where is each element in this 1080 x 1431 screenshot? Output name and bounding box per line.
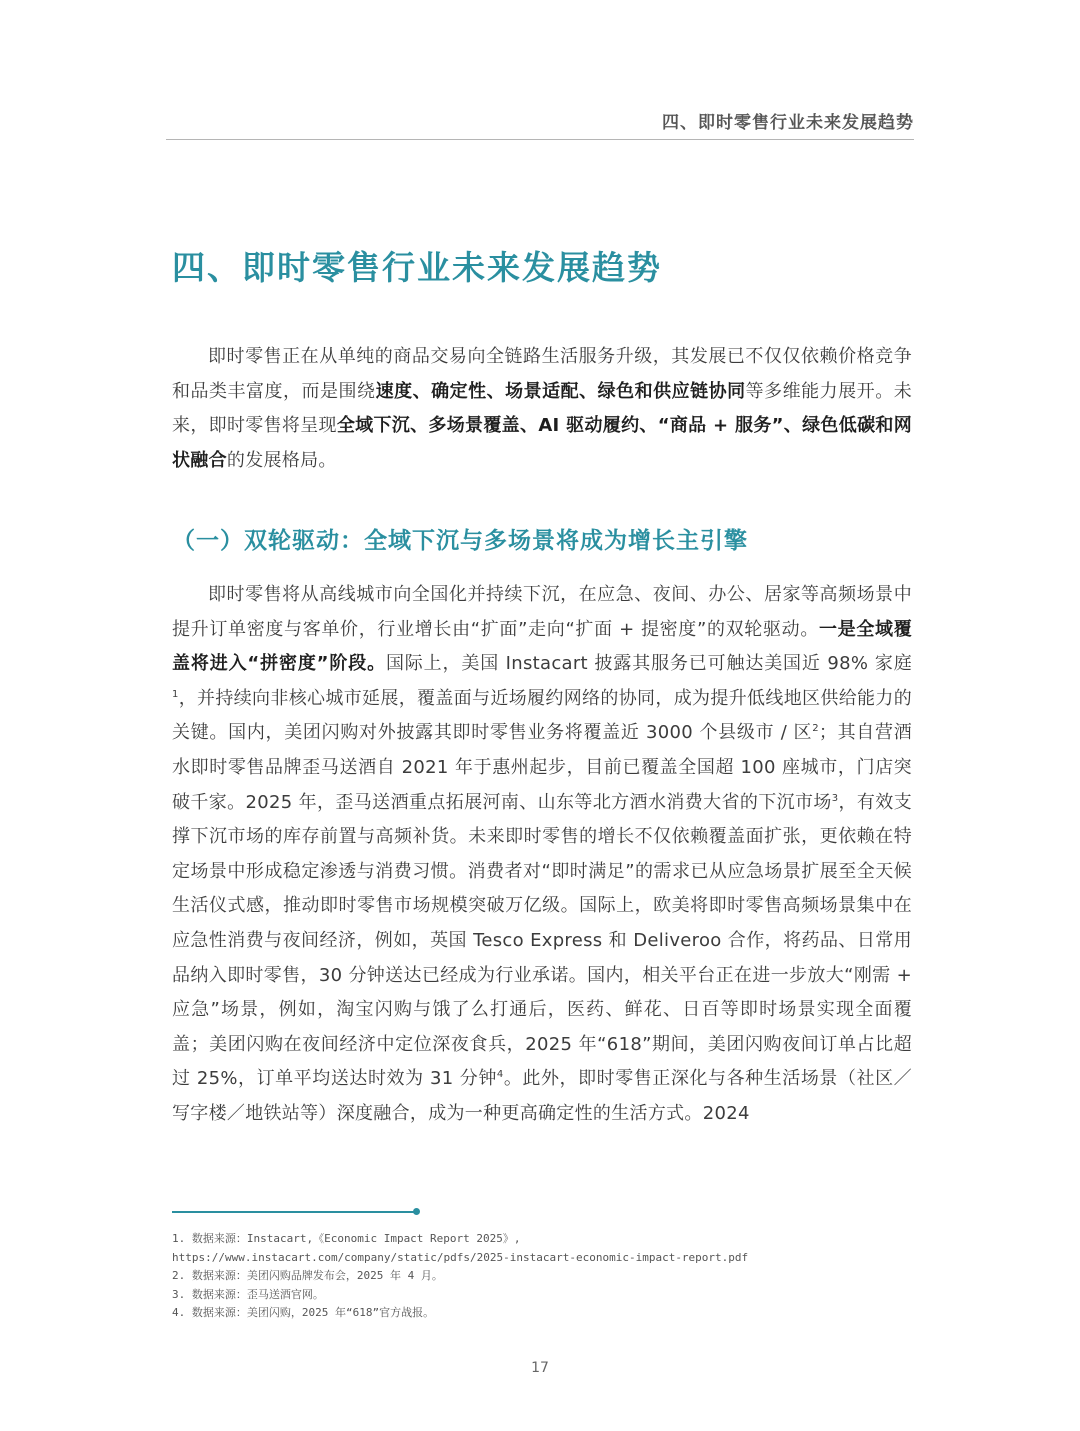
section-text-6: 。此外，即时零售正深化与各种生活场景（社区／写字楼／地铁站等）深度融合，成为一种更高确定性的生活方式。2024 xyxy=(172,1068,912,1124)
section-title: （一）双轮驱动：全域下沉与多场景将成为增长主引擎 xyxy=(172,528,748,554)
footnote-divider xyxy=(172,1211,416,1213)
header-rule xyxy=(166,139,914,140)
footnote-1: 1. 数据来源：Instacart,《Economic Impact Report 2025》, xyxy=(172,1232,521,1245)
footnote-ref-2[interactable]: 2 xyxy=(812,723,819,735)
running-header: 四、即时零售行业未来发展趋势 xyxy=(662,113,914,133)
footnote-ref-3[interactable]: 3 xyxy=(831,792,839,804)
section-text-1: 即时零售将从高线城市向全国化并持续下沉，在应急、夜间、办公、居家等高频场景中提升订单密度与客单价，行业增长由“扩面”走向“扩面 + 提密度”的双轮驱动。 xyxy=(172,584,912,640)
page-title: 四、即时零售行业未来发展趋势 xyxy=(172,248,662,287)
footnote-1-url[interactable]: https://www.instacart.com/company/static/pdfs/2025-instacart-economic-impact-report.pdf xyxy=(172,1250,749,1264)
intro-bold-1: 速度、确定性、场景适配、绿色和供应链协同 xyxy=(375,380,746,402)
intro-text-2: 等多维能力展开。未来，即时零售将呈现 xyxy=(172,380,912,437)
intro-text-1: 即时零售正在从单纯的商品交易向全链路生活服务升级，其发展已不仅仅依赖价格竞争和品类丰富度，而是围绕 xyxy=(172,346,912,402)
footnote-ref-1[interactable]: 1 xyxy=(172,688,179,700)
footnote-4: 4. 数据来源：美团闪购，2025 年“618”官方战报。 xyxy=(172,1306,435,1320)
section-text-2: 国际上，美国 Instacart 披露其服务已可触达美国近 98% 家庭 xyxy=(385,653,912,675)
section-paragraph xyxy=(172,578,912,1132)
footnote-2: 2. 数据来源：美团闪购品牌发布会，2025 年 4 月。 xyxy=(172,1269,443,1283)
intro-bold-2: 全域下沉、多场景覆盖、AI 驱动履约、“商品 + 服务”、绿色低碳和网状融合 xyxy=(172,415,912,471)
footnote-3: 3. 数据来源：歪马送酒官网。 xyxy=(172,1287,324,1301)
section-text-3: ，并持续向非核心城市延展，覆盖面与近场履约网络的协同，成为提升低线地区供给能力的关键。国内，美团闪购对外披露其即时零售业务将覆盖近 3000 个县级市 / 区 xyxy=(172,687,912,744)
intro-paragraph xyxy=(172,340,912,478)
footnotes xyxy=(172,1230,912,1323)
footnote-divider-dot xyxy=(413,1208,420,1215)
intro-text-3: 的发展格局。 xyxy=(226,449,337,471)
page-number: 17 xyxy=(531,1360,549,1376)
section-bold-1: 一是全域覆盖将进入“拼密度”阶段。 xyxy=(172,618,912,675)
section-text-5: ，有效支撑下沉市场的库存前置与高频补货。未来即时零售的增长不仅依赖覆盖面扩张，更依赖在特定场景中形成稳定渗透与消费习惯。消费者对“即时满足”的需求已从应急场景扩展至全天候生活仪式感，推动即时零售市场规模突破万亿级。国际上，欧美将即时零售高频场景集中在应急性消费与夜间经济，例如，英国 Tesco Express 和 Deliveroo 合作，将药品、日常用品纳入即时零售，30 分钟送达已经成为行业承诺。国内，相关平台正在进一步放大“刚需 + 应急”场景，例如，淘宝闪购与饿了么打通后，医药、鲜花、日百等即时场景实现全面覆盖；美团闪购在夜间经济中定位深夜食兵，2025 年“618”期间，美团闪购夜间订单占比超过 25%，订单平均送达时效为 31 分钟 xyxy=(172,791,912,1090)
section-text-4: ；其自营酒水即时零售品牌歪马送酒自 2021 年于惠州起步，目前已覆盖全国超 100 座城市，门店突破千家。2025 年，歪马送酒重点拓展河南、山东等北方酒水消费大省的下沉市场 xyxy=(172,722,912,813)
footnote-ref-4[interactable]: 4 xyxy=(496,1069,504,1081)
